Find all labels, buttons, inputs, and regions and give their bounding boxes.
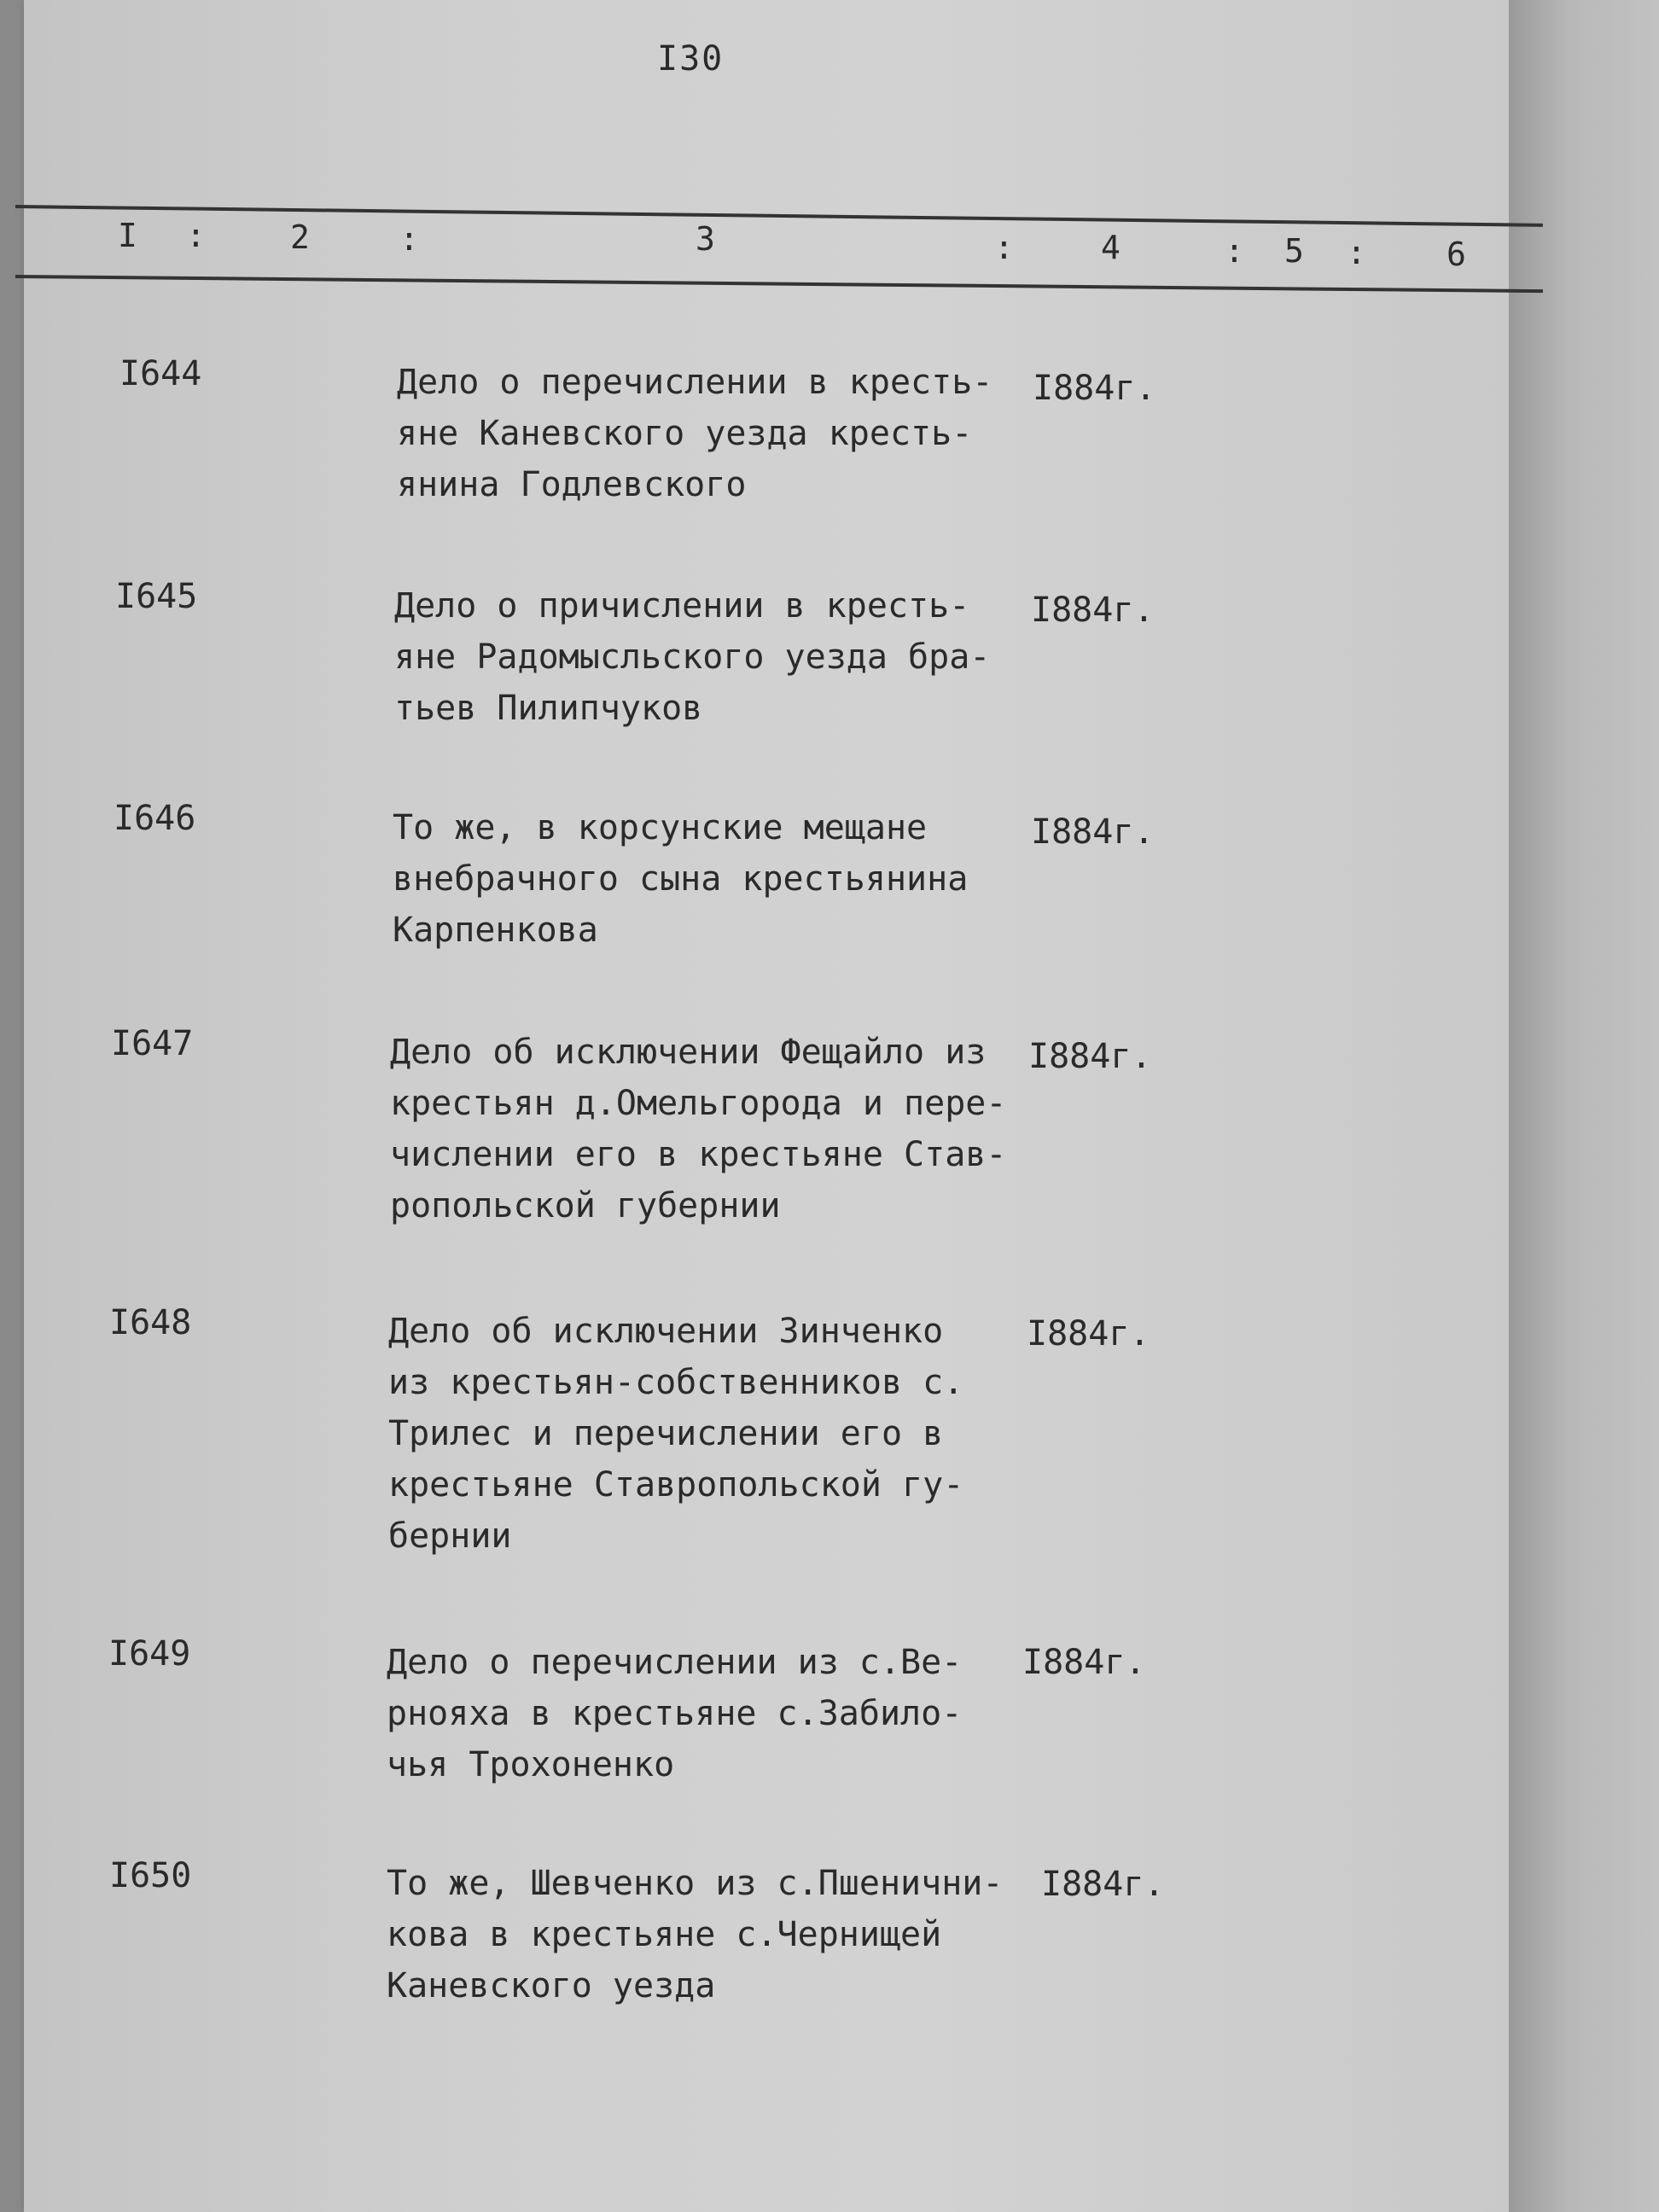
description-line: Каневского уезда <box>387 1966 716 2005</box>
entry-description <box>387 1858 1003 2011</box>
description-line: Дело о перечислении в кресть- <box>397 363 993 402</box>
description-line: из крестьян-собственников с. <box>388 1363 964 1402</box>
description-line: тьев Пилипчуков <box>394 689 703 728</box>
entry-year: I884г. <box>1022 1643 1146 1682</box>
entry-description <box>388 1306 963 1562</box>
description-line: Карпенкова <box>393 911 598 950</box>
description-line: То же, в корсунские мещане <box>393 808 928 847</box>
entry-year: I884г. <box>1031 591 1155 630</box>
description-line: яне Каневского уезда кресть- <box>397 414 973 453</box>
description-line: Трилес и перечислении его в <box>388 1414 944 1453</box>
description-line: кова в крестьяне с.Чернищей <box>387 1915 942 1954</box>
description-line: ропольской губернии <box>390 1186 781 1225</box>
header-separator: : <box>186 217 206 254</box>
header-col-5: 5 <box>1284 232 1304 270</box>
header-col-1: I <box>118 217 137 254</box>
entry-number: I650 <box>109 1856 192 1895</box>
header-separator: : <box>1347 234 1366 271</box>
entry-year: I884г. <box>1028 1037 1152 1076</box>
description-line: крестьяне Ставропольской гу- <box>388 1465 964 1505</box>
description-line: рнояха в крестьяне с.Забило- <box>387 1694 963 1733</box>
entry-year: I884г. <box>1033 369 1156 408</box>
description-line: яне Радомысльского уезда бра- <box>394 637 991 677</box>
header-col-2: 2 <box>290 218 310 256</box>
entry-number: I644 <box>119 354 202 393</box>
entry-description <box>394 580 990 734</box>
entry-number: I647 <box>111 1024 194 1063</box>
page-edge-background <box>1509 0 1659 2212</box>
entry-number: I646 <box>114 799 196 838</box>
entry-year: I884г. <box>1027 1314 1150 1353</box>
description-line: чья Трохоненко <box>387 1745 675 1784</box>
description-line: Дело об исключении Зинченко <box>388 1312 944 1351</box>
description-line: То же, Шевченко из с.Пшенични- <box>387 1864 1004 1903</box>
entry-description <box>397 357 992 510</box>
description-line: бернии <box>388 1516 512 1556</box>
description-line: Дело об исключении Фещайло из <box>390 1033 987 1072</box>
description-line: внебрачного сына крестьянина <box>393 859 969 899</box>
header-col-6: 6 <box>1447 236 1466 273</box>
description-line: Дело о причислении в кресть- <box>394 586 970 626</box>
description-line: Дело о перечислении из с.Ве- <box>387 1643 963 1682</box>
header-col-3: 3 <box>696 220 715 258</box>
entry-description <box>393 802 968 956</box>
entry-year: I884г. <box>1041 1865 1165 1904</box>
entry-number: I649 <box>108 1634 191 1674</box>
description-line: крестьян д.Омельгорода и пере- <box>390 1084 1007 1123</box>
header-col-4: 4 <box>1101 229 1121 266</box>
entry-description <box>390 1027 1006 1231</box>
entry-number: I645 <box>115 577 198 616</box>
header-separator: : <box>1225 232 1244 270</box>
table-header <box>0 213 1536 273</box>
entry-description <box>387 1637 962 1790</box>
description-line: янина Годлевского <box>397 465 747 504</box>
description-line: числении его в крестьяне Став- <box>390 1135 1007 1174</box>
header-separator: : <box>399 220 419 258</box>
entry-number: I648 <box>109 1303 192 1342</box>
header-separator: : <box>994 229 1014 266</box>
page-number: I30 <box>657 39 725 79</box>
entry-year: I884г. <box>1031 812 1155 852</box>
